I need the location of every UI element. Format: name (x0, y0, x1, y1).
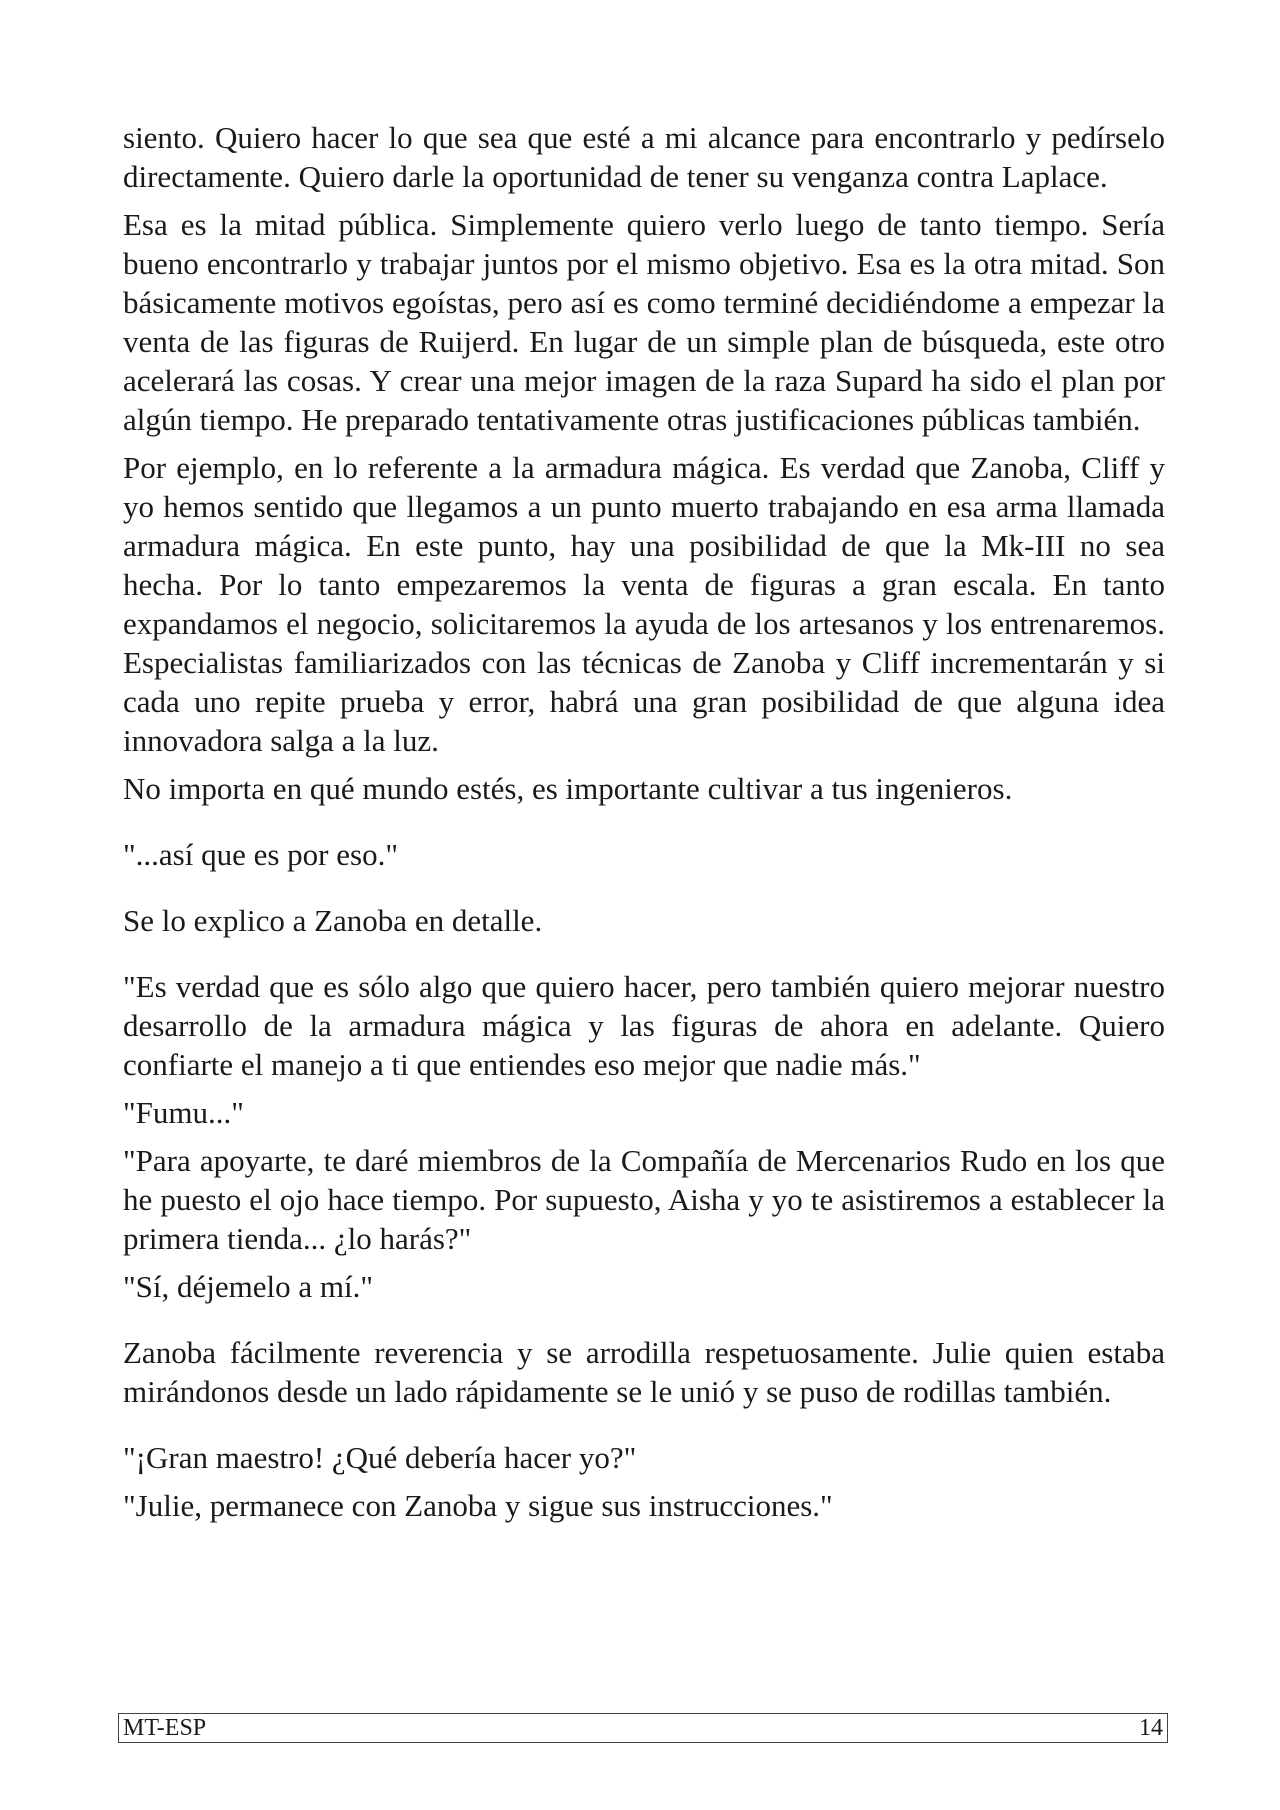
paragraph-3: Por ejemplo, en lo referente a la armadura mágica. Es verdad que Zanoba, Cliff y yo hemos sentido que llegamos a un punto muerto trabajando en esa arma llamada armadura mágica. En este punto, hay una posibilidad de que la Mk-III no sea hecha. Por lo tanto empezaremos la venta de figuras a gran escala. En tanto expandamos el negocio, solicitaremos la ayuda de los artesanos y los entrenaremos. Especialistas familiarizados con las técnicas de Zanoba y Cliff incrementarán y si cada uno repite prueba y error, habrá una gran posibilidad de que alguna idea innovadora salga a la luz. (123, 450, 1165, 758)
paragraph-13: "Julie, permanece con Zanoba y sigue sus instrucciones." (123, 1488, 833, 1523)
footer-label: MT-ESP (123, 1715, 207, 1741)
paragraph-12: "¡Gran maestro! ¿Qué debería hacer yo?" (123, 1440, 637, 1475)
paragraph-5: "...así que es por eso." (123, 837, 398, 872)
paragraph-8: "Fumu..." (123, 1095, 244, 1130)
page-number: 14 (1139, 1715, 1163, 1741)
paragraph-4: No importa en qué mundo estés, es importante cultivar a tus ingenieros. (123, 771, 1013, 806)
paragraph-6: Se lo explico a Zanoba en detalle. (123, 903, 543, 938)
paragraph-1: siento. Quiero hacer lo que sea que esté a mi alcance para encontrarlo y pedírselo directamente. Quiero darle la oportunidad de tener su venganza contra Laplace. (123, 120, 1165, 194)
paragraph-10: "Sí, déjemelo a mí." (123, 1269, 374, 1304)
paragraph-2: Esa es la mitad pública. Simplemente quiero verlo luego de tanto tiempo. Sería bueno encontrarlo y trabajar juntos por el mismo objetivo. Esa es la otra mitad. Son básicamente motivos egoístas, pero así es como terminé decidiéndome a empezar la venta de las figuras de Ruijerd. En lugar de un simple plan de búsqueda, este otro acelerará las cosas. Y crear una mejor imagen de la raza Supard ha sido el plan por algún tiempo. He preparado tentativamente otras justificaciones públicas también. (123, 207, 1165, 437)
paragraph-9: "Para apoyarte, te daré miembros de la Compañía de Mercenarios Rudo en los que he puesto el ojo hace tiempo. Por supuesto, Aisha y yo te asistiremos a establecer la primera tienda... ¿lo harás?" (123, 1143, 1165, 1256)
paragraph-11: Zanoba fácilmente reverencia y se arrodilla respetuosamente. Julie quien estaba mirándonos desde un lado rápidamente se le unió y se puso de rodillas también. (123, 1335, 1165, 1409)
page-footer (118, 1713, 1168, 1743)
page-body (123, 118, 1165, 1525)
paragraph-7: "Es verdad que es sólo algo que quiero hacer, pero también quiero mejorar nuestro desarrollo de la armadura mágica y las figuras de ahora en adelante. Quiero confiarte el manejo a ti que entiendes eso mejor que nadie más." (123, 969, 1165, 1082)
